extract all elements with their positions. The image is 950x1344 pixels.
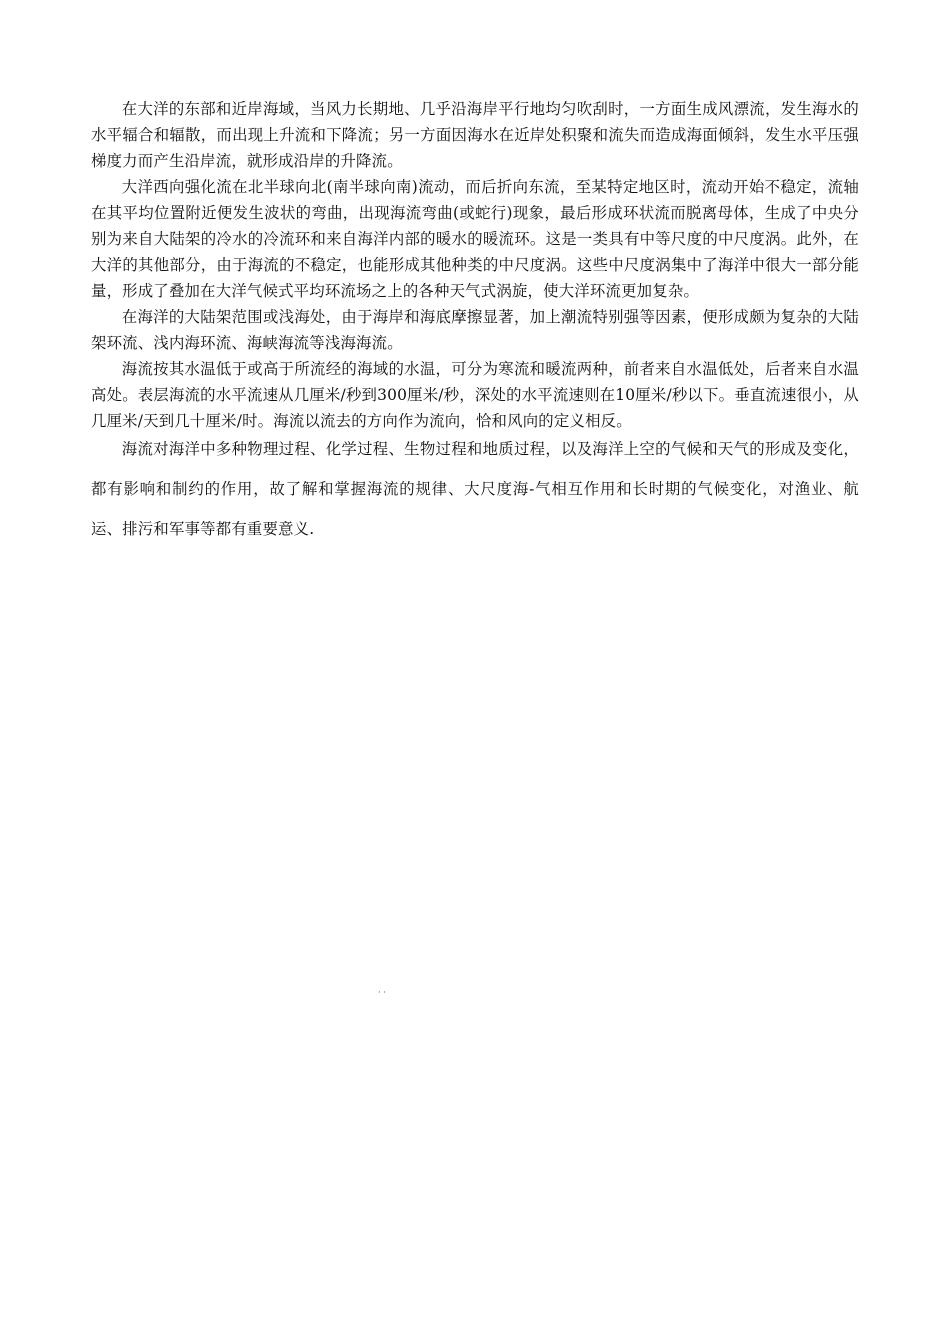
document-body <box>91 96 859 549</box>
paragraph-significance: 海流对海洋中多种物理过程、化学过程、生物过程和地质过程，以及海洋上空的气候和天气的形成及变化，都有影响和制约的作用，故了解和掌握海流的规律、大尺度海-气相互作用和长时期的气候变化，对渔业、航运、排污和军事等都有重要意义. <box>91 440 859 538</box>
paragraph-mesoscale-eddies: 大洋西向强化流在北半球向北(南半球向南)流动，而后折向东流，至某特定地区时，流动开始不稳定，流轴在其平均位置附近便发生波状的弯曲，出现海流弯曲(或蛇行)现象，最后形成环状流而脱离母体，生成了中央分别为来自大陆架的冷水的冷流环和来自海洋内部的暖水的暖流环。这是一类具有中等尺度的中尺度涡。此外，在大洋的其他部分，由于海流的不稳定，也能形成其他种类的中尺度涡。这些中尺度涡集中了海洋中很大一部分能量，形成了叠加在大洋气候式平均环流场之上的各种天气式涡旋，使大洋环流更加复杂。 <box>91 178 859 300</box>
paragraph-shelf-circulation: 在海洋的大陆架范围或浅海处，由于海岸和海底摩擦显著，加上潮流特别强等因素，便形成颇为复杂的大陆架环流、浅内海环流、海峡海流等浅海海流。 <box>91 308 859 352</box>
stray-dots-mark: · · <box>378 988 386 997</box>
paragraph-coastal-upwelling: 在大洋的东部和近岸海域，当风力长期地、几乎沿海岸平行地均匀吹刮时，一方面生成风漂流，发生海水的水平辐合和辐散，而出现上升流和下降流；另一方面因海水在近岸处积聚和流失而造成海面倾斜，发生水平压强梯度力而产生沿岸流，就形成沿岸的升降流。 <box>91 100 859 170</box>
paragraph-warm-cold-currents: 海流按其水温低于或高于所流经的海域的水温，可分为寒流和暖流两种，前者来自水温低处，后者来自水温高处。表层海流的水平流速从几厘米/秒到300厘米/秒，深处的水平流速则在10厘米/秒以下。垂直流速很小，从几厘米/天到几十厘米/时。海流以流去的方向作为流向，恰和风向的定义相反。 <box>91 360 859 430</box>
